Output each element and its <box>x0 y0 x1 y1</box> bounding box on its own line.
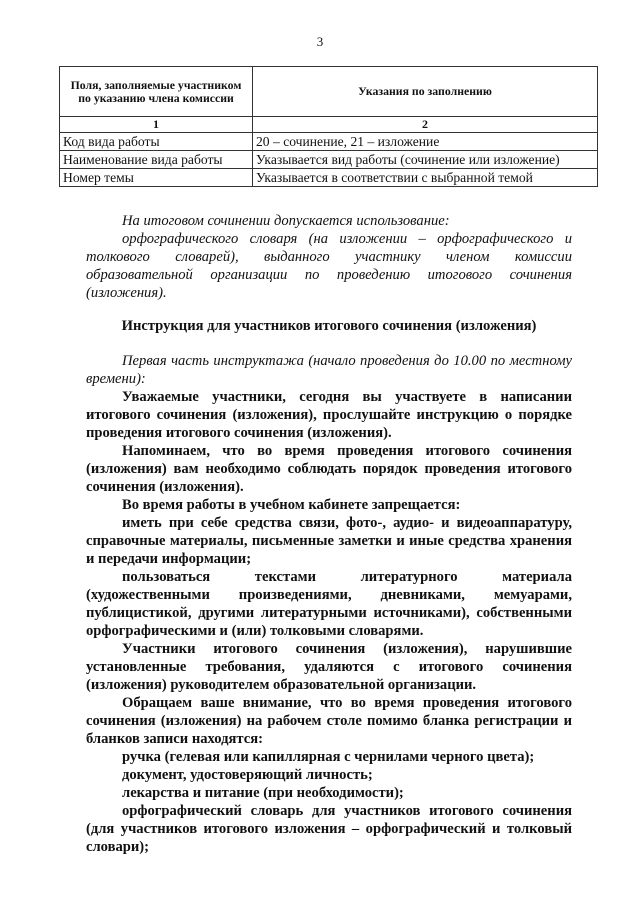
paragraph: иметь при себе средства связи, фото-, аудио- и видеоаппаратуру, справочные материалы, письменные заметки и иные средства хранения и передачи информации; <box>86 515 572 567</box>
heading-block <box>86 317 572 335</box>
table-header-instructions: Указания по заполнению <box>253 67 598 117</box>
part-label: Первая часть инструктажа (начало проведения до 10.00 по местному времени): <box>86 353 572 387</box>
table-header-row <box>60 67 598 117</box>
paragraph: Уважаемые участники, сегодня вы участвуете в написании итогового сочинения (изложения), прослушайте инструкцию о порядке проведения итогового сочинения (изложения). <box>86 389 572 441</box>
table-row <box>60 133 598 151</box>
table-cell-field: Номер темы <box>60 169 253 187</box>
list-item: ручка (гелевая или капиллярная с чернилами черного цвета); <box>122 749 535 765</box>
instruction-body <box>86 352 572 856</box>
table-row <box>60 151 598 169</box>
instruction-heading: Инструкция для участников итогового сочинения (изложения) <box>121 318 537 334</box>
table-cell-instruction: Указывается вид работы (сочинение или изложение) <box>253 151 598 169</box>
list-item: лекарства и питание (при необходимости); <box>122 785 404 801</box>
table-col-number-2: 2 <box>253 117 598 133</box>
page-number: 3 <box>316 34 324 49</box>
paragraph: пользоваться текстами литературного материала (художественными произведениями, дневниками, мемуарами, публицистикой, другими литературными источниками), собственными орфографическими и (или) толковыми словарями. <box>86 569 572 639</box>
table-col-number-1: 1 <box>60 117 253 133</box>
table-cell-instruction: 20 – сочинение, 21 – изложение <box>253 133 598 151</box>
note-block <box>86 212 572 302</box>
table-cell-field: Наименование вида работы <box>60 151 253 169</box>
table-number-row <box>60 117 598 133</box>
paragraph: Обращаем ваше внимание, что во время проведения итогового сочинения (изложения) на рабочем столе помимо бланка регистрации и бланков записи находятся: <box>86 695 572 747</box>
note-intro: На итоговом сочинении допускается использование: <box>122 213 450 229</box>
paragraph: Участники итогового сочинения (изложения), нарушившие установленные требования, удаляются с итогового сочинения (изложения) руководителем образовательной организации. <box>86 641 572 693</box>
paragraph: Во время работы в учебном кабинете запрещается: <box>122 497 461 513</box>
paragraph: Напоминаем, что во время проведения итогового сочинения (изложения) вам необходимо соблюдать порядок проведения итогового сочинения (изложения). <box>86 443 572 495</box>
list-item: документ, удостоверяющий личность; <box>122 767 373 783</box>
note-body: орфографического словаря (на изложении – орфографического и толкового словарей), выданного участнику членом комиссии образовательной организации по проведению итогового сочинения (изложения). <box>86 231 572 301</box>
table-cell-instruction: Указывается в соответствии с выбранной темой <box>253 169 598 187</box>
list-item: орфографический словарь для участников итогового сочинения (для участников итогового изложения – орфографический и толковый словари); <box>86 803 572 855</box>
table-row <box>60 169 598 187</box>
table-cell-field: Код вида работы <box>60 133 253 151</box>
table-header-fields: Поля, заполняемые участником по указанию члена комиссии <box>60 67 253 117</box>
fields-table <box>59 66 598 187</box>
